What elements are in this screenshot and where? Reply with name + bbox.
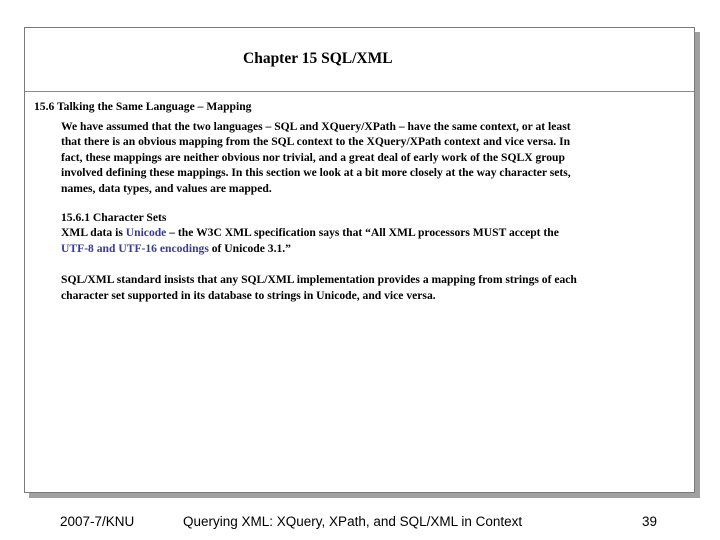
paragraph-line: character set supported in its database to strings in Unicode, and vice versa.	[61, 288, 436, 302]
highlight-encodings: UTF-8 and UTF-16 encodings	[61, 241, 209, 255]
paragraph-line: involved defining these mappings. In this section we look at a bit more closely at the way character sets,	[61, 166, 571, 180]
slide-title: Chapter 15 SQL/XML	[243, 50, 393, 67]
paragraph-line	[61, 241, 686, 257]
highlight-unicode: Unicode	[125, 226, 167, 240]
slide-body	[34, 99, 686, 304]
page-number: 39	[642, 514, 658, 529]
subsection-heading: 15.6.1 Character Sets	[61, 210, 167, 224]
paragraph-line: SQL/XML standard insists that any SQL/XML implementation provides a mapping from strings of each	[61, 273, 577, 287]
slide-frame	[24, 27, 695, 493]
paragraph-line: We have assumed that the two languages – SQL and XQuery/XPath – have the same context, or at least	[61, 119, 571, 133]
paragraph-mapping-intro	[61, 119, 686, 197]
paragraph-line	[61, 225, 686, 241]
text-run: XML data is	[61, 226, 126, 240]
text-run: – the W3C XML specification says that “All XML processors MUST accept the	[166, 226, 559, 240]
title-band	[25, 28, 694, 92]
paragraph-line: that there is an obvious mapping from the SQL context to the XQuery/XPath context and vice versa. In	[61, 135, 571, 149]
paragraph-xml-unicode	[61, 225, 686, 256]
text-run: of Unicode 3.1.”	[208, 241, 291, 255]
footer-title: Querying XML: XQuery, XPath, and SQL/XML in Context	[183, 514, 523, 529]
footer-date: 2007-7/KNU	[60, 514, 135, 529]
section-heading: 15.6 Talking the Same Language – Mapping	[34, 100, 252, 113]
paragraph-line: names, data types, and values are mapped.	[61, 181, 272, 195]
paragraph-sqlxml-standard	[61, 272, 686, 303]
paragraph-line: fact, these mappings are neither obvious nor trivial, and a great deal of early work of the SQLX group	[61, 150, 565, 164]
